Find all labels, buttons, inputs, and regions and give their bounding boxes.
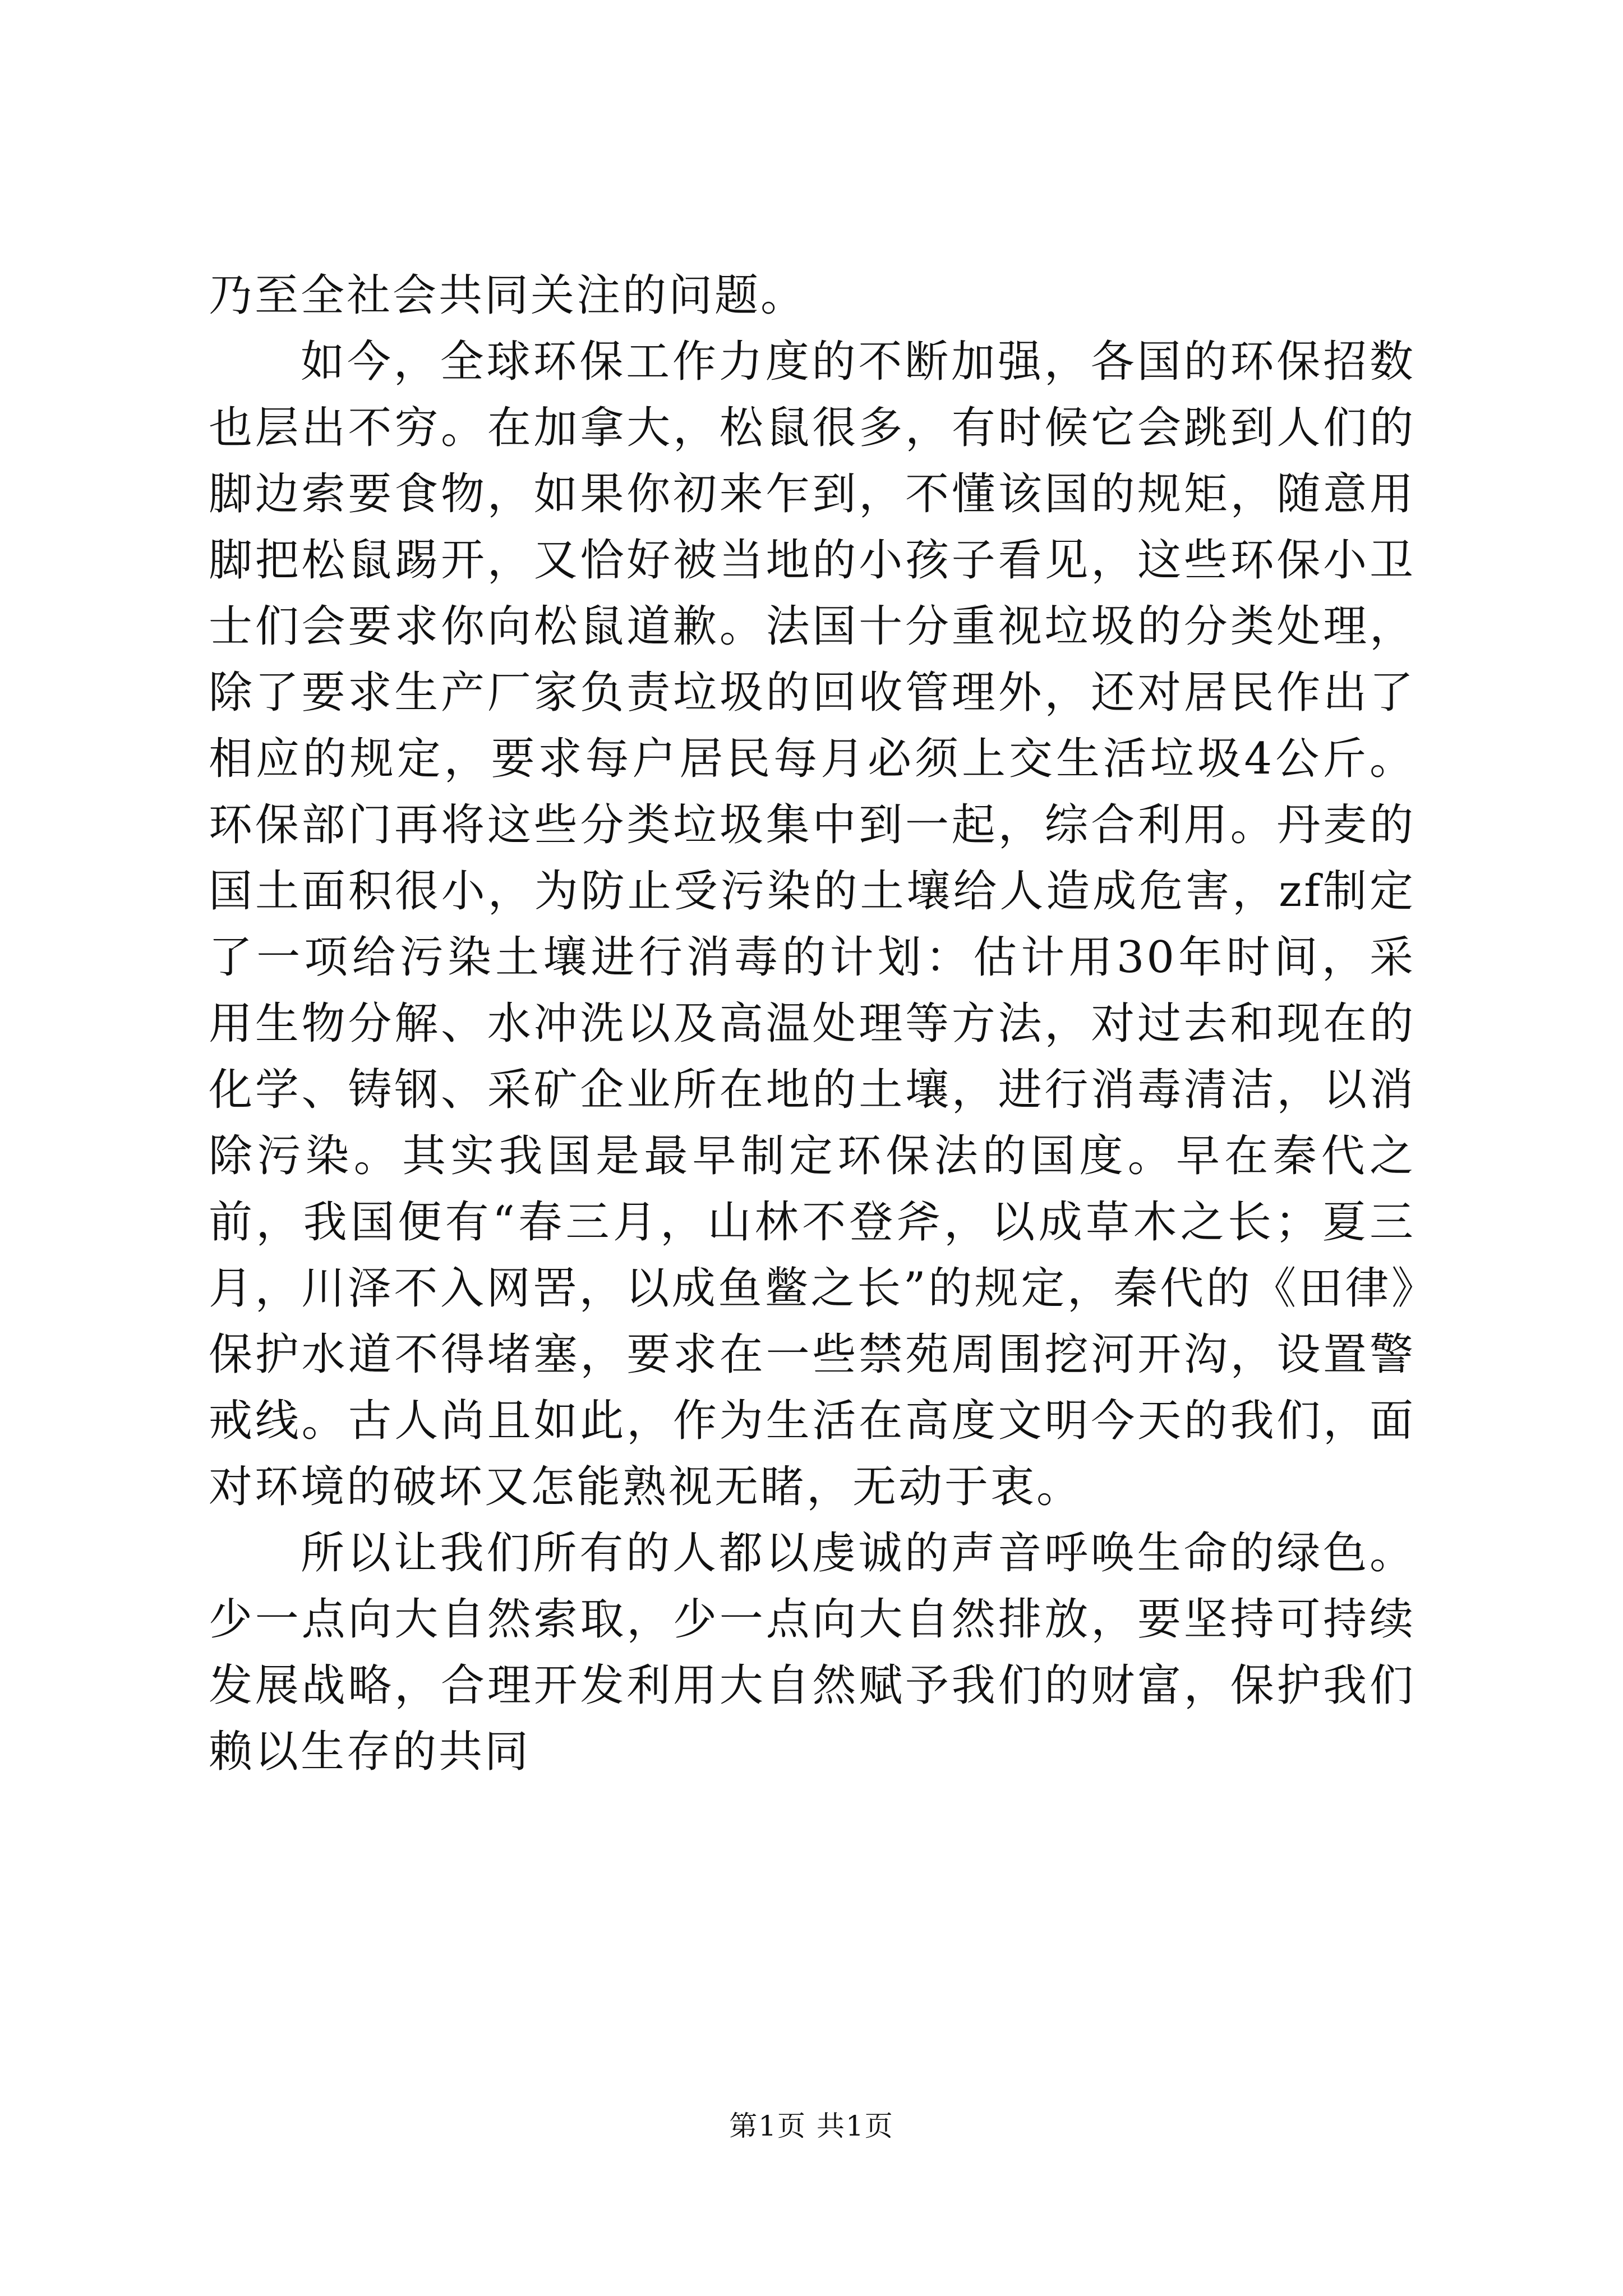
paragraph-call-to-action: 所以让我们所有的人都以虔诚的声音呼唤生命的绿色。少一点向大自然索取，少一点向大自然排放，要坚持可持续发展战略，合理开发利用大自然赋予我们的财富，保护我们赖以生存的共同 xyxy=(209,1528,1415,1777)
document-body xyxy=(209,263,1415,1785)
paragraph-environmental-measures: 如今，全球环保工作力度的不断加强，各国的环保招数也层出不穷。在加拿大，松鼠很多，有时候它会跳到人们的脚边索要食物，如果你初来乍到，不懂该国的规矩，随意用脚把松鼠踢开，又恰好被当地的小孩子看见，这些环保小卫士们会要求你向松鼠道歉。法国十分重视垃圾的分类处理，除了要求生产厂家负责垃圾的回收管理外，还对居民作出了相应的规定，要求每户居民每月必须上交生活垃圾4公斤。环保部门再将这些分类垃圾集中到一起，综合利用。丹麦的国土面积很小，为防止受污染的土壤给人造成危害，zf制定了一项给污染土壤进行消毒的计划：估计用30年时间，采用生物分解、水冲洗以及高温处理等方法，对过去和现在的化学、铸钢、采矿企业所在地的土壤，进行消毒清洁，以消除污染。其实我国是最早制定环保法的国度。早在秦代之前，我国便有“春三月，山林不登斧，以成草木之长；夏三月，川泽不入网罟，以成鱼鳖之长”的规定，秦代的《田律》保护水道不得堵塞，要求在一些禁苑周围挖河开沟，设置警戒线。古人尚且如此，作为生活在高度文明今天的我们，面对环境的破坏又怎能熟视无睹，无动于衷。 xyxy=(209,337,1415,1512)
page-footer: 第1页 共1页 xyxy=(729,2110,894,2142)
paragraph-continuation: 乃至全社会共同关注的问题。 xyxy=(209,270,807,321)
